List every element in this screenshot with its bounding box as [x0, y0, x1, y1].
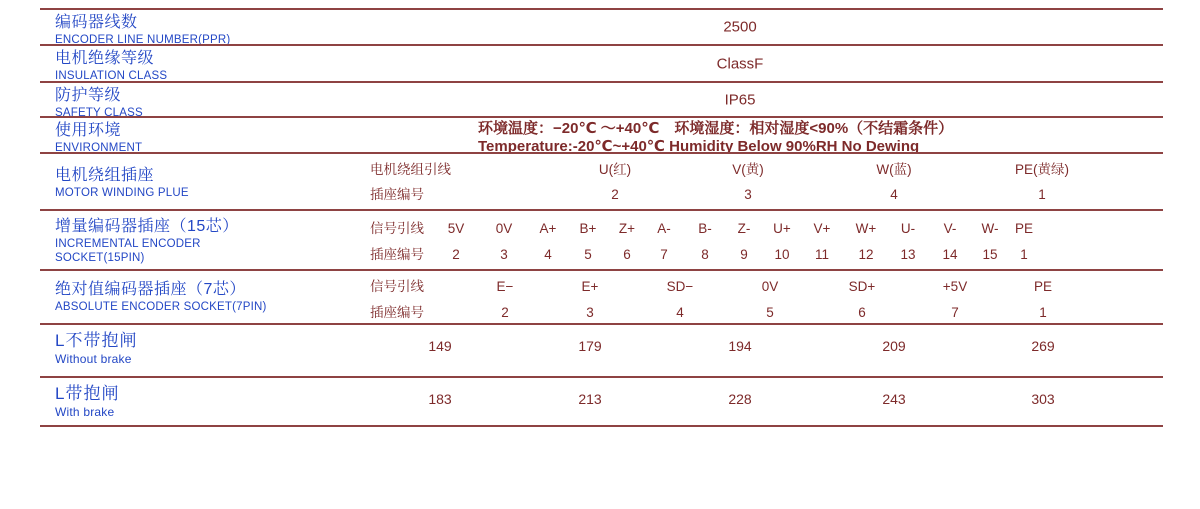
encoder-signal-col — [1015, 221, 1033, 263]
length-value: 213 — [578, 391, 602, 407]
row-insulation-class — [40, 44, 1163, 81]
pin-number: 12 — [858, 247, 874, 262]
length-value: 209 — [882, 338, 906, 354]
row-incremental-encoder-socket — [40, 209, 1163, 269]
signal-name: 0V — [761, 279, 779, 294]
signal-row-label: 信号引线 — [370, 279, 424, 294]
pin-number: 3 — [500, 247, 508, 262]
winding-lead-col — [1015, 162, 1069, 203]
row-label — [55, 49, 167, 83]
length-value: 149 — [428, 338, 452, 354]
row-label — [55, 13, 230, 47]
encoder-signal-col — [667, 279, 694, 321]
pin-row-label: 插座编号 — [370, 247, 424, 262]
pin-number: 2 — [501, 305, 509, 320]
row-length-without-brake — [40, 323, 1163, 376]
lead-name: W(蓝) — [876, 162, 912, 177]
signal-name: A- — [657, 221, 671, 236]
encoder-signal-col — [698, 221, 712, 263]
row-label — [55, 166, 189, 200]
row-environment — [40, 116, 1163, 155]
pin-number: 3 — [744, 187, 752, 202]
signal-name: PE — [1033, 279, 1053, 294]
row-label-en: Without brake — [55, 352, 132, 366]
pin-number: 9 — [740, 247, 748, 262]
row-label-zh: 电机绝缘等级 — [55, 50, 155, 67]
row-label — [55, 280, 267, 314]
encoder-signal-col — [943, 279, 967, 321]
encoder-signal-col — [849, 279, 876, 321]
row-absolute-encoder-socket — [40, 269, 1163, 323]
row-label — [55, 330, 137, 367]
row-label-en: SAFETY CLASS — [55, 107, 143, 119]
row-label-zh: 绝对值编码器插座（7芯） — [55, 281, 246, 298]
row-label-en: ENCODER LINE NUMBER(PPR) — [55, 34, 231, 46]
signal-name: Z+ — [618, 221, 636, 236]
pin-row-label: 插座编号 — [370, 305, 424, 320]
signal-name: Z- — [737, 221, 751, 236]
lead-name: V(黄) — [732, 162, 764, 177]
signal-name: A+ — [539, 221, 557, 236]
encoder-signal-col — [762, 279, 779, 321]
signal-name: U- — [900, 221, 916, 236]
winding-lead-col — [876, 162, 911, 203]
pin-number: 5 — [766, 305, 774, 320]
encoder-signal-col — [738, 221, 751, 263]
signal-name: W- — [981, 221, 999, 236]
row-label — [55, 121, 142, 155]
pin-number: 4 — [676, 305, 684, 320]
length-value: 303 — [1031, 391, 1055, 407]
length-value: 194 — [728, 338, 752, 354]
row-encoder-line-number — [40, 8, 1163, 44]
length-value: 179 — [578, 338, 602, 354]
row-label-zh: L带抱闸 — [55, 384, 120, 403]
row-label-en: ENVIRONMENT — [55, 142, 143, 154]
encoder-signal-col — [582, 279, 599, 321]
encoder-signal-col — [497, 279, 514, 321]
pin-number: 5 — [584, 247, 592, 262]
pin-number: 1 — [1020, 247, 1028, 262]
signal-name: W+ — [855, 221, 877, 236]
row-label-en: With brake — [55, 405, 115, 419]
pin-number: 15 — [982, 247, 998, 262]
signal-row-label: 信号引线 — [370, 221, 424, 236]
row-label — [55, 383, 119, 420]
row-label-en: ABSOLUTE ENCODER SOCKET(7PIN) — [55, 301, 267, 313]
pin-number: 4 — [544, 247, 552, 262]
motor-spec-table — [40, 8, 1163, 427]
row-label — [55, 86, 143, 120]
pin-number: 11 — [814, 247, 830, 262]
signal-name: B- — [698, 221, 712, 236]
environment-value-zh: 环境温度：−20℃ ～+40℃ 环境湿度：相对湿度<90%（不结霜条件） — [478, 120, 954, 137]
encoder-signal-col — [942, 221, 957, 263]
row-label-en: MOTOR WINDING PLUE — [55, 187, 189, 199]
pin-number: 10 — [774, 247, 790, 262]
signal-name: PE — [1014, 221, 1034, 236]
row-label-en: INCREMENTAL ENCODER — [55, 238, 201, 250]
signal-name: E− — [496, 279, 514, 294]
pin-number: 1 — [1039, 305, 1047, 320]
environment-value — [478, 120, 953, 156]
signal-name: SD+ — [848, 279, 876, 294]
encoder-signal-col — [773, 221, 791, 263]
pin-number: 4 — [890, 187, 898, 202]
length-value: 269 — [1031, 338, 1055, 354]
row-label-zh: L不带抱闸 — [55, 331, 138, 350]
row-label — [55, 217, 239, 265]
pin-number: 14 — [942, 247, 958, 262]
row-length-with-brake — [40, 376, 1163, 427]
encoder-signal-col — [580, 221, 597, 263]
encoder-signal-col — [1034, 279, 1052, 321]
lead-row-label: 电机绕组引线 — [370, 162, 451, 177]
environment-value-en: Temperature:-20℃~+40℃ Humidity Below 90%RH No Dewing — [478, 138, 920, 155]
pin-number: 2 — [452, 247, 460, 262]
encoder-signal-col — [900, 221, 915, 263]
lead-name: U(红) — [598, 162, 632, 177]
encoder-signal-col — [657, 221, 671, 263]
encoder-signal-col — [448, 221, 465, 263]
row-safety-class — [40, 81, 1163, 119]
row-label-zh: 防护等级 — [55, 87, 122, 104]
pin-number: 6 — [623, 247, 631, 262]
row-label-zh: 使用环境 — [55, 122, 122, 139]
pin-number: 3 — [586, 305, 594, 320]
spec-value: IP65 — [724, 91, 756, 108]
pin-number: 8 — [701, 247, 709, 262]
signal-name: SD− — [666, 279, 694, 294]
pin-row-label: 插座编号 — [370, 187, 424, 202]
encoder-signal-col — [814, 221, 831, 263]
signal-name: V+ — [813, 221, 831, 236]
encoder-signal-col — [496, 221, 513, 263]
length-value: 243 — [882, 391, 906, 407]
signal-name: U+ — [773, 221, 791, 236]
lead-name: PE(黄绿) — [1015, 162, 1069, 177]
row-motor-winding-socket — [40, 152, 1163, 209]
length-value: 183 — [428, 391, 452, 407]
length-value: 228 — [728, 391, 752, 407]
spec-value: ClassF — [716, 55, 764, 72]
winding-lead-col — [599, 162, 631, 203]
pin-number: 6 — [858, 305, 866, 320]
winding-lead-col — [732, 162, 764, 203]
row-label-en: SOCKET(15PIN) — [55, 252, 145, 264]
encoder-signal-col — [982, 221, 999, 263]
spec-value: 2500 — [723, 18, 757, 36]
row-label-zh: 编码器线数 — [55, 14, 138, 31]
signal-name: B+ — [579, 221, 597, 236]
encoder-signal-col — [540, 221, 557, 263]
pin-number: 2 — [611, 187, 619, 202]
pin-number: 13 — [900, 247, 916, 262]
signal-name: V- — [943, 221, 957, 236]
signal-name: 5V — [447, 221, 465, 236]
signal-name: E+ — [581, 279, 599, 294]
encoder-signal-col — [619, 221, 635, 263]
row-label-zh: 增量编码器插座（15芯） — [55, 218, 239, 235]
pin-number: 7 — [660, 247, 668, 262]
signal-name: +5V — [942, 279, 968, 294]
encoder-signal-col — [856, 221, 877, 263]
row-label-zh: 电机绕组插座 — [55, 167, 155, 184]
signal-name: 0V — [495, 221, 513, 236]
pin-number: 7 — [951, 305, 959, 320]
pin-number: 1 — [1038, 187, 1046, 202]
row-label-en: INSULATION CLASS — [55, 70, 168, 82]
